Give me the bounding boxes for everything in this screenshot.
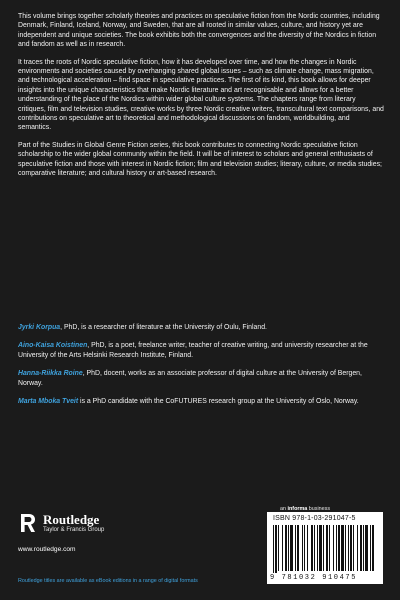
informa-brand: informa bbox=[287, 506, 308, 512]
ebook-note: Routledge titles are available as eBook editions in a range of digital formats bbox=[18, 578, 198, 584]
publisher-block bbox=[18, 512, 198, 553]
blurb-paragraph-3: Part of the Studies in Global Genre Fiction series, this book contributes to connecting Nordic speculative fiction scholarship to the wider global community within the field. It will be of interest to scholars and general enthusiasts of speculative fiction and those with interest in Nordic fiction; film and television studies; literary, culture, or media studies; comparative literature; and cultural history or art-based research. bbox=[18, 141, 382, 178]
barcode-bar bbox=[326, 525, 328, 571]
barcode-bar bbox=[307, 525, 308, 571]
barcode-bar bbox=[317, 525, 318, 571]
barcode-bar bbox=[295, 525, 296, 571]
barcode-bar bbox=[350, 525, 352, 571]
bio-name: Jyrki Korpua bbox=[18, 324, 61, 331]
barcode-bar bbox=[338, 525, 340, 571]
barcode-bar bbox=[345, 525, 346, 571]
editor-bios bbox=[18, 323, 384, 415]
bio-name: Marta Mboka Tveit bbox=[18, 398, 79, 406]
barcode-bar bbox=[348, 525, 349, 571]
routledge-logo-icon bbox=[18, 512, 38, 534]
barcode-bar bbox=[278, 525, 279, 571]
bio-text: , PhD, docent, works as an associate professor of digital culture at the University of Bergen, Norway. bbox=[18, 370, 362, 387]
bio-4 bbox=[18, 397, 384, 406]
publisher-subtitle: Taylor & Francis Group bbox=[43, 526, 105, 533]
barcode-bar bbox=[314, 525, 315, 571]
barcode-bar bbox=[282, 525, 283, 571]
barcode-bar bbox=[273, 525, 274, 573]
publisher-name: Routledge bbox=[43, 511, 100, 527]
bio-text: is a PhD candidate with the CoFUTURES research group at the University of Oslo, Norway. bbox=[78, 398, 359, 406]
barcode-bar bbox=[333, 525, 334, 571]
bio-text: , PhD, is a poet, freelance writer, teacher of creative writing, and university researcher at the University of the Arts Helsinki Research Institute, Finland. bbox=[18, 342, 368, 359]
publisher-url[interactable]: www.routledge.com bbox=[18, 546, 76, 553]
barcode-bar bbox=[370, 525, 371, 571]
barcode-bar bbox=[323, 525, 324, 571]
barcode-bar bbox=[360, 525, 362, 571]
blurb-paragraph-2: It traces the roots of Nordic speculative fiction, how it has developed over time, and how the changes in Nordic environments and societies caused by overhanging shared global issues – such as climate change, mass migration, and technological acceleration – find space in speculative practices. The first of its kind, this book allows for deeper insights into the unique characteristics that make Nordic literature and art recognisable and allows for a better understanding of the place of the Nordics within wider global culture systems. The chapters range from literary critiques, film and television studies, creative works by three Nordic creative writers, transcultural text comparisons, and contributions on speculative art to theoretical and methodological discussions on fandom, worldbuilding, and semantics. bbox=[18, 58, 384, 132]
barcode-bar bbox=[329, 525, 330, 571]
barcode-digits: 9 781032 910475 bbox=[270, 574, 358, 582]
barcode-bar bbox=[319, 525, 322, 571]
barcode-bar bbox=[336, 525, 337, 571]
bio-1 bbox=[18, 323, 384, 332]
blurb-paragraph-1: This volume brings together scholarly theories and practices on speculative fiction from the Nordic countries, including Denmark, Finland, Iceland, Norway, and Sweden, that are all rooted in similar values, culture, and history yet are independent and unique societies. The book exhibits both the convergences and the diversity of the Nordics in fiction and fandom as well as in research. bbox=[18, 13, 380, 49]
barcode-bar bbox=[302, 525, 303, 571]
barcode-bar bbox=[353, 525, 354, 571]
bio-2 bbox=[18, 341, 384, 360]
barcode-bar bbox=[275, 525, 277, 573]
barcode-bar bbox=[311, 525, 313, 571]
barcode-bar bbox=[304, 525, 305, 571]
informa-prefix: an bbox=[280, 506, 288, 512]
barcode-bar bbox=[365, 525, 368, 571]
isbn-label: ISBN 978-1-03-291047-5 bbox=[273, 515, 356, 522]
barcode-bar bbox=[290, 525, 293, 571]
barcode-bar bbox=[372, 525, 374, 571]
barcode-bar bbox=[288, 525, 289, 571]
barcode-bar bbox=[285, 525, 287, 571]
barcode-bars bbox=[273, 525, 377, 573]
barcode-bar bbox=[297, 525, 299, 571]
barcode-bar bbox=[363, 525, 364, 571]
barcode-bar bbox=[341, 525, 344, 571]
blurb bbox=[18, 12, 384, 187]
bio-name: Aino-Kaisa Koistinen bbox=[18, 342, 88, 350]
barcode bbox=[267, 512, 383, 584]
bio-text: , PhD, is a researcher of literature at the University of Oulu, Finland. bbox=[60, 324, 267, 331]
publisher-logo bbox=[18, 512, 198, 534]
informa-suffix: business bbox=[307, 506, 331, 512]
bio-3 bbox=[18, 369, 384, 388]
barcode-bar bbox=[357, 525, 358, 571]
bio-name: Hanna-Riikka Roine bbox=[18, 370, 83, 378]
